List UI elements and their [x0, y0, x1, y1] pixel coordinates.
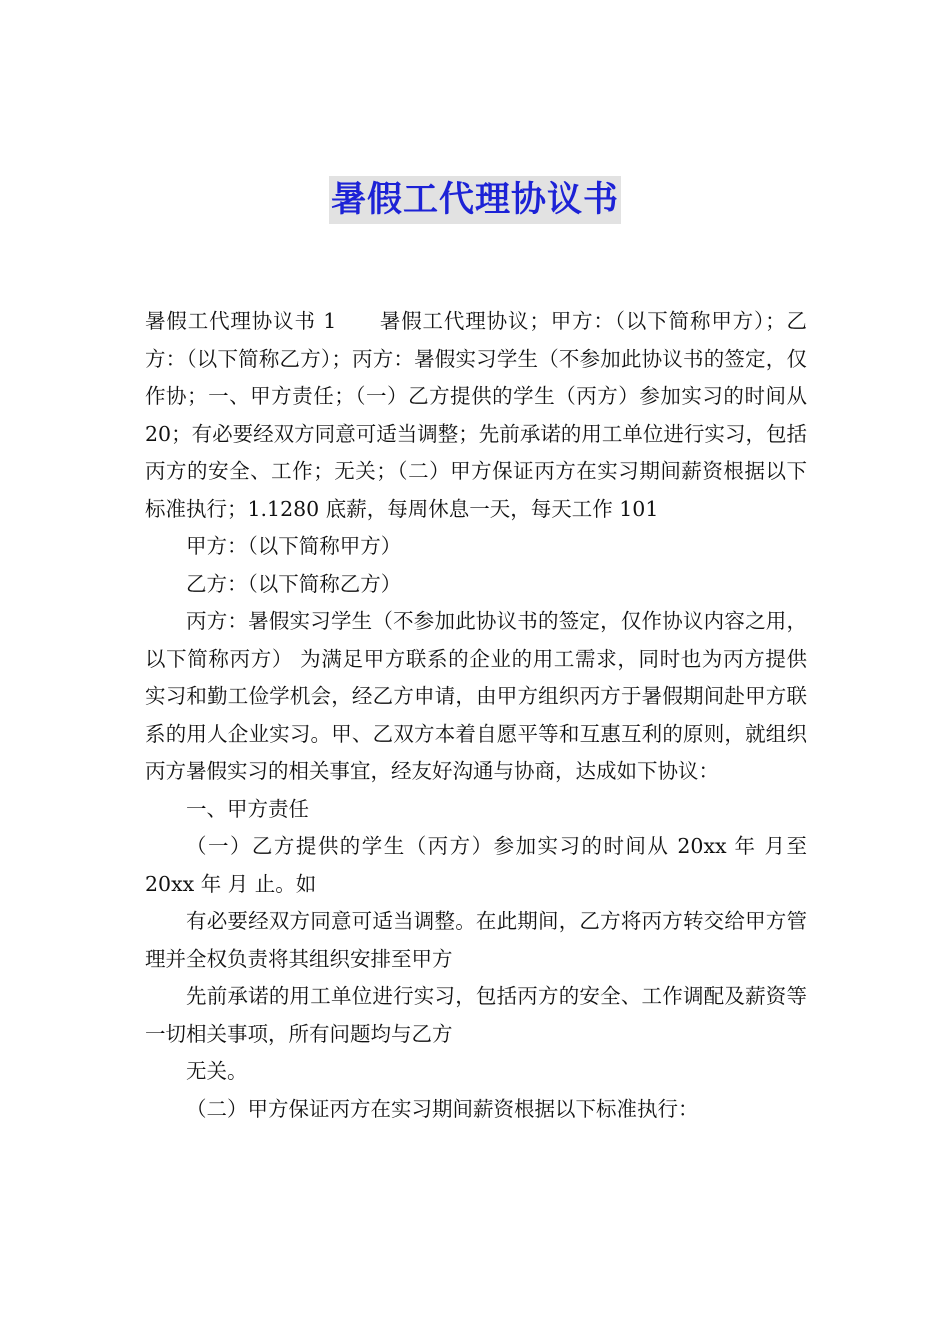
paragraph-clause-1-cont-2: 先前承诺的用工单位进行实习，包括丙方的安全、工作调配及薪资等一切相关事项，所有问题均与乙方 — [145, 984, 807, 1046]
paragraph-party-c: 丙方：暑假实习学生（不参加此协议书的签定，仅作协议内容之用，以下简称丙方） 为满足甲方联系的企业的用工需求，同时也为丙方提供实习和勤工俭学机会，经乙方申请，由甲方组织丙方于暑假期间赴甲方联系的用人企业实习。甲、乙双方本着自愿平等和互惠互利的原则，就组织丙方暑假实习的相关事宜，经友好沟通与协商，达成如下协议： — [145, 609, 807, 783]
document-body — [145, 303, 807, 1128]
paragraph-clause-1-cont-3: 无关。 — [186, 1059, 248, 1083]
paragraph-clause-1: （一）乙方提供的学生（丙方）参加实习的时间从 20xx 年 月至 20xx 年 月 止。如 — [145, 834, 807, 896]
paragraph-party-b: 乙方：（以下简称乙方） — [186, 571, 402, 596]
paragraph-summary: 暑假工代理协议书 1 暑假工代理协议；甲方：（以下简称甲方）；乙方：（以下简称乙方）；丙方：暑假实习学生（不参加此协议书的签定，仅作协；一、甲方责任；（一）乙方提供的学生（丙方）参加实习的时间从 20；有必要经双方同意可适当调整；先前承诺的用工单位进行实习，包括丙方的安全、工作；无关；（二）甲方保证丙方在实习期间薪资根据以下标准执行；1.1280 底薪，每周休息一天，每天工作 101 — [145, 309, 807, 521]
document-title: 暑假工代理协议书 — [329, 176, 621, 224]
section-heading-party-a-duties: 一、甲方责任 — [186, 796, 309, 821]
title-container — [0, 176, 950, 224]
paragraph-party-a: 甲方：（以下简称甲方） — [186, 534, 402, 558]
paragraph-clause-1-cont-1: 有必要经双方同意可适当调整。在此期间，乙方将丙方转交给甲方管理并全权负责将其组织安排至甲方 — [145, 909, 807, 971]
paragraph-clause-2: （二）甲方保证丙方在实习期间薪资根据以下标准执行： — [186, 1096, 699, 1121]
